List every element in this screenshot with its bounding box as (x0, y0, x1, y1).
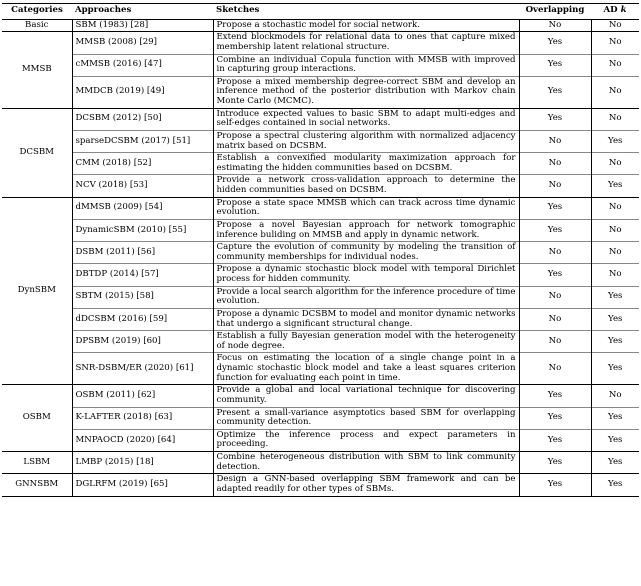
overlapping-cell: No (519, 175, 591, 197)
sketch-cell: Extend blockmodels for relational data to ones that capture mixed membership latent relational structure. (213, 32, 519, 54)
ad-k-cell: Yes (591, 452, 639, 474)
sketch-cell: Propose a dynamic stochastic block model with temporal Dirichlet process for hidden community. (213, 264, 519, 286)
header-categories: Categories (2, 4, 72, 20)
approach-cell: DSBM (2011) [56] (72, 242, 213, 264)
ad-k-cell: No (591, 197, 639, 219)
sketch-cell: Propose a spectral clustering algorithm with normalized adjacency matrix based on DCSBM. (213, 130, 519, 152)
header-row (2, 4, 639, 20)
category-cell: Basic (2, 19, 72, 32)
overlapping-cell: No (519, 308, 591, 330)
approach-cell: K-LAFTER (2018) [63] (72, 407, 213, 429)
overlapping-cell: Yes (519, 264, 591, 286)
header-overlapping: Overlapping (519, 4, 591, 20)
ad-k-cell: Yes (591, 130, 639, 152)
overlapping-cell: No (519, 153, 591, 175)
approach-cell: dMMSB (2009) [54] (72, 197, 213, 219)
ad-k-cell: Yes (591, 286, 639, 308)
ad-k-cell: Yes (591, 331, 639, 353)
ad-k-cell: Yes (591, 308, 639, 330)
overlapping-cell: Yes (519, 429, 591, 451)
overlapping-cell: Yes (519, 452, 591, 474)
overlapping-cell: Yes (519, 385, 591, 407)
sketch-cell: Propose a state space MMSB which can track across time dynamic evolution. (213, 197, 519, 219)
table-row (2, 385, 639, 407)
category-cell: DynSBM (2, 197, 72, 385)
approach-cell: SBM (1983) [28] (72, 19, 213, 32)
sketch-cell: Propose a novel Bayesian approach for network tomographic inference buliding on MMSB and apply in dynamic network. (213, 219, 519, 241)
table-row (2, 286, 639, 308)
table-row (2, 32, 639, 54)
approach-cell: sparseDCSBM (2017) [51] (72, 130, 213, 152)
page (0, 3, 641, 586)
table-row (2, 76, 639, 108)
header-approaches: Approaches (72, 4, 213, 20)
approach-cell: MMDCB (2019) [49] (72, 76, 213, 108)
approach-cell: DBTDP (2014) [57] (72, 264, 213, 286)
ad-k-cell: No (591, 264, 639, 286)
header-ad: AD (603, 5, 618, 15)
ad-k-cell: No (591, 54, 639, 76)
overlapping-cell: No (519, 130, 591, 152)
ad-k-cell: No (591, 32, 639, 54)
table-body (2, 19, 639, 496)
overlapping-cell: Yes (519, 197, 591, 219)
sketch-cell: Combine an individual Copula function with MMSB with improved in capturing group interactions. (213, 54, 519, 76)
approach-cell: dDCSBM (2016) [59] (72, 308, 213, 330)
sketch-cell: Focus on estimating the location of a single change point in a dynamic stochastic block model and take a least squares criterion function for evaluating each point in time. (213, 353, 519, 385)
sketch-cell: Design a GNN-based overlapping SBM framework and can be adapted readily for other types of SBMs. (213, 474, 519, 496)
approach-cell: cMMSB (2016) [47] (72, 54, 213, 76)
overlapping-cell: No (519, 331, 591, 353)
category-cell: GNNSBM (2, 474, 72, 496)
approach-cell: OSBM (2011) [62] (72, 385, 213, 407)
header-k: k (620, 5, 627, 15)
approach-cell: LMBP (2015) [18] (72, 452, 213, 474)
overlapping-cell: Yes (519, 474, 591, 496)
category-cell: DCSBM (2, 108, 72, 197)
ad-k-cell: No (591, 76, 639, 108)
overlapping-cell: No (519, 353, 591, 385)
sbm-comparison-table (2, 3, 639, 497)
ad-k-cell: No (591, 19, 639, 32)
sketch-cell: Capture the evolution of community by modeling the transition of community memberships for individual nodes. (213, 242, 519, 264)
overlapping-cell: Yes (519, 76, 591, 108)
table-row (2, 429, 639, 451)
table-row (2, 54, 639, 76)
approach-cell: MNPAOCD (2020) [64] (72, 429, 213, 451)
category-cell: OSBM (2, 385, 72, 452)
table-row (2, 242, 639, 264)
overlapping-cell: No (519, 242, 591, 264)
approach-cell: CMM (2018) [52] (72, 153, 213, 175)
approach-cell: DGLRFM (2019) [65] (72, 474, 213, 496)
overlapping-cell: No (519, 286, 591, 308)
table-row (2, 264, 639, 286)
sketch-cell: Propose a mixed membership degree-correct SBM and develop an inference method of the posterior distribution with Markov chain Monte Carlo (MCMC). (213, 76, 519, 108)
overlapping-cell: Yes (519, 219, 591, 241)
ad-k-cell: Yes (591, 175, 639, 197)
category-cell: LSBM (2, 452, 72, 474)
header-ad-k (591, 4, 639, 20)
ad-k-cell: Yes (591, 407, 639, 429)
sketch-cell: Combine heterogeneous distribution with SBM to link community detection. (213, 452, 519, 474)
table-row (2, 474, 639, 496)
overlapping-cell: Yes (519, 54, 591, 76)
ad-k-cell: No (591, 242, 639, 264)
sketch-cell: Provide a network cross-validation approach to determine the hidden communities based on DCSBM. (213, 175, 519, 197)
table-row (2, 175, 639, 197)
header-sketches: Sketches (213, 4, 519, 20)
table-row (2, 197, 639, 219)
sketch-cell: Propose a stochastic model for social network. (213, 19, 519, 32)
table-row (2, 108, 639, 130)
sketch-cell: Introduce expected values to basic SBM to adapt multi-edges and self-edges contained in social networks. (213, 108, 519, 130)
ad-k-cell: Yes (591, 474, 639, 496)
approach-cell: DPSBM (2019) [60] (72, 331, 213, 353)
table-row (2, 130, 639, 152)
sketch-cell: Propose a dynamic DCSBM to model and monitor dynamic networks that undergo a significant structural change. (213, 308, 519, 330)
table-row (2, 331, 639, 353)
table-row (2, 353, 639, 385)
overlapping-cell: Yes (519, 407, 591, 429)
ad-k-cell: Yes (591, 353, 639, 385)
approach-cell: MMSB (2008) [29] (72, 32, 213, 54)
ad-k-cell: Yes (591, 429, 639, 451)
sketch-cell: Establish a fully Bayesian generation model with the heterogeneity of node degree. (213, 331, 519, 353)
approach-cell: NCV (2018) [53] (72, 175, 213, 197)
sketch-cell: Present a small-variance asymptotics based SBM for overlapping community detection. (213, 407, 519, 429)
overlapping-cell: No (519, 19, 591, 32)
table-row (2, 219, 639, 241)
approach-cell: SNR-DSBM/ER (2020) [61] (72, 353, 213, 385)
overlapping-cell: Yes (519, 32, 591, 54)
ad-k-cell: No (591, 108, 639, 130)
table-row (2, 452, 639, 474)
category-cell: MMSB (2, 32, 72, 108)
ad-k-cell: No (591, 219, 639, 241)
approach-cell: DCSBM (2012) [50] (72, 108, 213, 130)
sketch-cell: Provide a local search algorithm for the inference procedure of time evolution. (213, 286, 519, 308)
sketch-cell: Establish a convexified modularity maximization approach for estimating the hidden communities based on DCSBM. (213, 153, 519, 175)
overlapping-cell: Yes (519, 108, 591, 130)
table-row (2, 153, 639, 175)
approach-cell: SBTM (2015) [58] (72, 286, 213, 308)
sketch-cell: Provide a global and local variational technique for discovering community. (213, 385, 519, 407)
approach-cell: DynamicSBM (2010) [55] (72, 219, 213, 241)
table-row (2, 19, 639, 32)
ad-k-cell: No (591, 385, 639, 407)
ad-k-cell: No (591, 153, 639, 175)
table-row (2, 407, 639, 429)
sketch-cell: Optimize the inference process and expect parameters in proceeding. (213, 429, 519, 451)
table-row (2, 308, 639, 330)
